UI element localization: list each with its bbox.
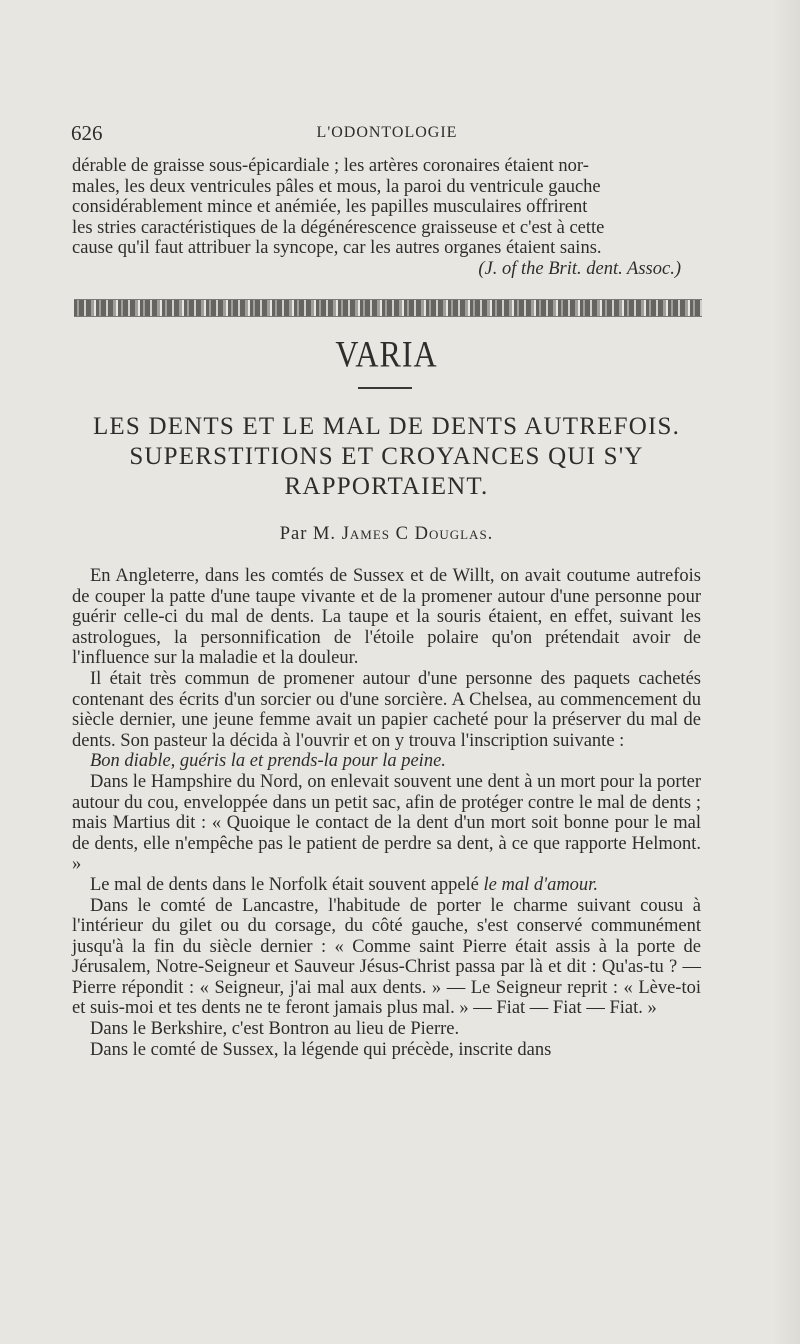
page-header [71, 121, 703, 147]
scan-shadow [772, 0, 800, 1344]
paragraph: Dans le Berkshire, c'est Bontron au lieu de Pierre. [90, 1019, 460, 1040]
continuation-text [72, 156, 701, 280]
author-prefix: Par M. [279, 524, 337, 544]
paragraph-norfolk [72, 875, 701, 896]
section-heading: VARIA [335, 333, 438, 375]
inscription-text: Bon diable, guéris la et prends-la pour la peine. [90, 751, 446, 772]
text-line: considérablement mince et anémiée, les papilles musculaires offrirent [72, 197, 588, 218]
text-line: les stries caractéristiques de la dégénérescence graisseuse et c'est à cette [72, 217, 605, 238]
paragraph: Il était très commun de promener autour d'une personne des paquets cachetés contenant des écrits d'un sorcier ou d'une sorcière. A Chelsea, au commencement du siècle dernier, une jeune femme avait un papier cacheté pour la préserver du mal de dents. Son pasteur la décida à l'ouvrir et on y trouva l'inscription suivante : [72, 668, 701, 751]
norfolk-term: le mal d'amour. [483, 874, 598, 895]
inscription [72, 751, 701, 772]
author-line [72, 524, 701, 545]
norfolk-text: Le mal de dents dans le Norfolk était souvent appelé [90, 874, 479, 895]
paragraph: Dans le Hampshire du Nord, on enlevait souvent une dent à un mort pour la porter autour du cou, enveloppée dans un petit sac, afin de protéger contre le mal de dents ; mais Martius dit : « Quoique le contact de la dent d'un mort soit bonne pour le mal de dents, elle n'empêche pas le patient de perdre sa dent, à ce que rapporte Helmont. » [72, 771, 701, 875]
paragraph: En Angleterre, dans les comtés de Sussex et de Willt, on avait coutume autrefois de couper la patte d'une taupe vivante et de la promener autour d'une personne pour guérir celle-ci du mal de dents. La taupe et la souris étaient, en effet, suivant les astrologues, la personnification de l'étoile polaire qu'on prétendait avoir de l'influence sur la maladie et la douleur. [72, 566, 701, 669]
heading-rule [358, 387, 412, 389]
article-body [72, 566, 701, 1060]
title-line: LES DENTS ET LE MAL DE DENTS AUTREFOIS. [92, 413, 681, 440]
text-line: dérable de graisse sous-épicardiale ; les artères coronaires étaient nor- [72, 156, 589, 176]
paragraph: Dans le comté de Sussex, la légende qui précède, inscrite dans [90, 1039, 552, 1060]
source-citation: (J. of the Brit. dent. Assoc.) [478, 258, 681, 279]
text-line: males, les deux ventricules pâles et mous, la paroi du ventricule gauche [72, 176, 601, 197]
running-title: L'ODONTOLOGIE [316, 124, 458, 141]
title-line: SUPERSTITIONS ET CROYANCES QUI S'Y [129, 443, 644, 470]
paragraph: Dans le comté de Lancastre, l'habitude de porter le charme suivant cousu à l'intérieur du gilet ou du corsage, du côté gauche, s'est conservé communément jusqu'à la fin du siècle dernier : « Comme saint Pierre était assis à la porte de Jérusalem, Notre-Seigneur et Sauveur Jésus-Christ passa par là et dit : Qu'as-tu ? — Pierre répondit : « Seigneur, j'ai mal aux dents. » — Le Seigneur reprit : « Lève-toi et suis-moi et tes dents ne te feront jamais plus mal. » — Fiat — Fiat — Fiat. » [72, 895, 701, 1019]
article-title [72, 412, 701, 502]
author-name: James C Douglas. [341, 524, 494, 544]
decorative-ornament-band [74, 299, 702, 317]
page-number: 626 [71, 121, 103, 145]
title-line: RAPPORTAIENT. [284, 473, 489, 500]
text-line: cause qu'il faut attribuer la syncope, car les autres organes étaient sains. [72, 238, 602, 259]
